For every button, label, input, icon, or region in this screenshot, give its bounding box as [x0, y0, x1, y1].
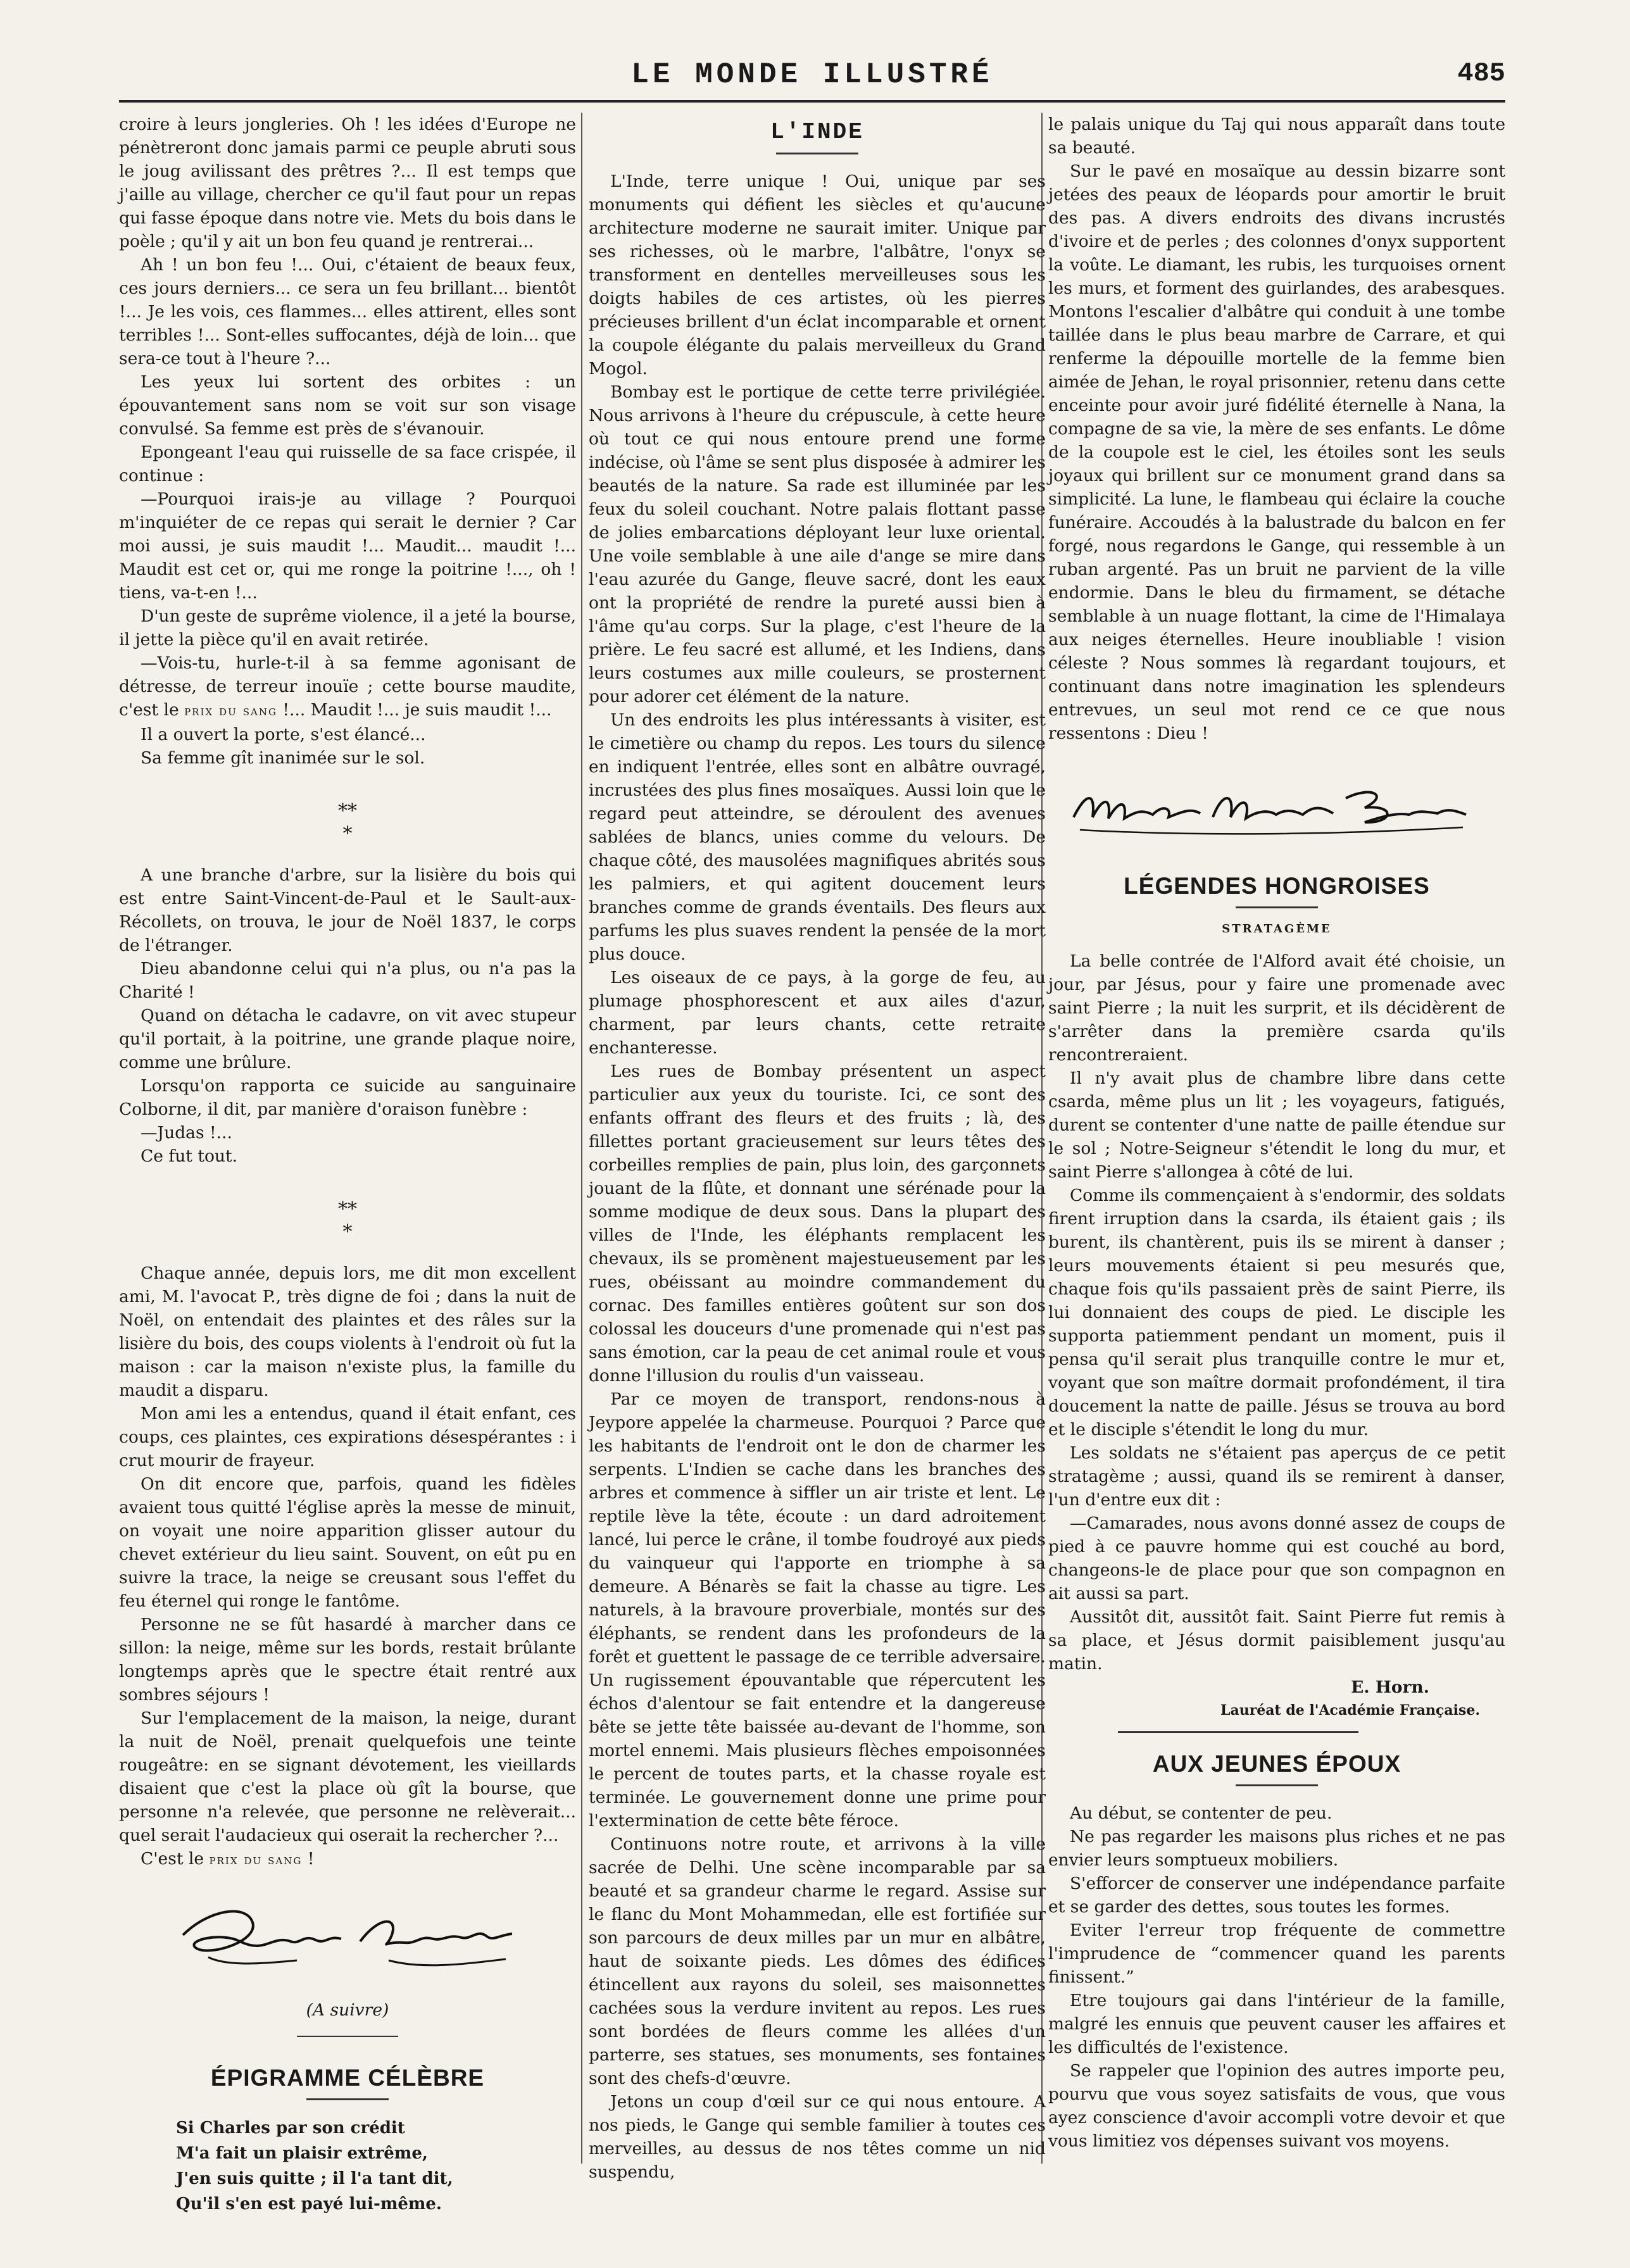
title-rule	[776, 153, 858, 154]
paragraph: Sur le pavé en mosaïque au dessin bizarre sont jetées des peaux de léopards pour amortir le bruit des pas. A divers endroits des divans incrustés d'ivoire et de perles ; des colonnes d'onyx supportent la voûte. Le diamant, les rubis, les turquoises ornent les murs, et forment des guirlandes, des arabesques. Montons l'escalier d'albâtre qui conduit à une tombe taillée dans le plus beau marbre de Carrare, et qui renferme la dépouille mortelle de la femme bien aimée de Jehan, le royal prisonnier, retenu dans cette enceinte pour avoir juré fidélité éternelle à Nana, la compagne de sa vie, la mère de ses enfants. Le dôme de la coupole est le ciel, les étoiles sont les seuls joyaux qui brillent sur ce monument grand dans sa simplicité. La lune, le flambeau qui éclaire la couche funéraire. Accoudés à la balustrade du balcon en fer forgé, nous regardons le Gange, qui ressemble à un ruban argenté. Pas un bruit ne parvient de la ville endormie. Dans le bleu du firmament, se détache semblable à un nuage flottant, la cime de l'Himalaya aux neiges éternelles. Heure inoubliable ! vision céleste ? Nous sommes là regardant toujours, et continuant dans notre imagination les splendeurs entrevues, un seul mot rend ce ce que nous ressentons : Dieu !	[1048, 161, 1505, 743]
paragraph: Dieu abandonne celui qui n'a plus, ou n'a pas la Charité !	[119, 959, 576, 1002]
paragraph: Les yeux lui sortent des orbites : un épouvantement sans nom se voit sur son visage convulsé. Sa femme est près de s'évanouir.	[119, 372, 576, 439]
paragraph: Eviter l'erreur trop fréquente de commettre l'imprudence de “commencer quand les parents finissent.”	[1048, 1920, 1505, 1987]
page-number: 485	[1457, 58, 1505, 89]
paragraph: Epongeant l'eau qui ruisselle de sa face crispée, il continue :	[119, 442, 576, 486]
paragraph: —Pourquoi irais-je au village ? Pourquoi m'inquiéter de ce repas qui serait le dernier ? Car moi aussi, je suis maudit !... Maudit... maudit !... Maudit est cet or, qui me ronge la poitrine !..., oh ! tiens, va-t-en !...	[119, 489, 576, 603]
paragraph: Bombay est le portique de cette terre privilégiée. Nous arrivons à l'heure du crépuscule, à cette heure où tout ce qui nous entoure prend une forme indécise, où l'âme se sent plus disposée à admirer les beautés de la nature. Sa rade est illuminée par les feux du soleil couchant. Notre palais flottant passe de jolies embarcations déployant leur luxe oriental. Une voile semblable à une aile d'ange se mire dans l'eau azurée du Gange, fleuve sacré, dont les eaux ont la propriété de rendre la pureté aussi bien à l'âme qu'au corps. Sur la plage, c'est l'heure de la prière. Le feu sacré est allumé, et les Indiens, dans leurs costumes aux mille couleurs, se prosternent pour adorer cet élément de la nature.	[589, 382, 1046, 706]
paragraph-cest-le-prix: C'est le prix du sang !	[141, 1849, 315, 1869]
paragraph: A une branche d'arbre, sur la lisière du bois qui est entre Saint-Vincent-de-Paul et le Sault-aux-Récollets, on trouva, le jour de Noël 1837, le corps de l'étranger.	[119, 865, 576, 955]
paragraph: Chaque année, depuis lors, me dit mon excellent ami, M. l'avocat P., très digne de foi ; dans la nuit de Noël, on entendait des plaintes et des râles sur la lisière du bois, des coups violents à l'endroit où fut la maison : car la maison n'existe plus, la famille du maudit a disparu.	[119, 1263, 576, 1400]
column-3	[1048, 113, 1505, 2153]
paragraph: Les rues de Bombay présentent un aspect particulier aux yeux du touriste. Ici, ce sont des enfants offrant des fleurs et des fruits ; là, des fillettes portant gracieusement sur leurs têtes des corbeilles remplies de pain, plus loin, des garçonnets jouant de la flûte, et donnant une sérénade pour la somme modique de deux sous. Dans la plupart des villes de l'Inde, les éléphants remplacent les chevaux, ils se promènent majestueusement par les rues, obéissant au moindre commandement du cornac. Des familles entières goûtent sur son dos colossal les douceurs d'une promenade qui n'est pas sans émotion, car la peau de cet animal roule et vous donne l'illusion du roulis d'un vaisseau.	[589, 1062, 1046, 1386]
paragraph-vois-tu: —Vois-tu, hurle-t-il à sa femme agonisant de détresse, de terreur inouïe ; cette bourse maudite, c'est le prix du sang !... Maudit !... je suis maudit !...	[119, 653, 576, 720]
legendes-title: LÉGENDES HONGROISES	[1124, 873, 1430, 899]
newspaper-title: LE MONDE ILLUSTRÉ	[631, 58, 993, 91]
paragraph: —Judas !...	[141, 1123, 232, 1143]
inde-continued-paragraphs	[1048, 113, 1505, 745]
paragraph: Il a ouvert la porte, s'est élancé...	[141, 725, 426, 744]
paragraph: Continuons notre route, et arrivons à la ville sacrée de Delhi. Une scène incomparable par sa beauté et sa grandeur charme le regard. Assise sur le flanc du Mont Mohammedan, elle est fortifiée sur son parcours de deux milles par un mur en albâtre, haut de soixante pieds. Les dômes des édifices étincellent aux rayons du soleil, ses maisonnettes cachées sous la verdure invitent au repos. Les rues sont bordées de fleurs comme les allées d'un parterre, ses statues, ses monuments, ses fontaines sont des chefs-d'œuvre.	[589, 1834, 1046, 2088]
paragraph: On dit encore que, parfois, quand les fidèles avaient tous quitté l'église après la messe de minuit, on voyait une noire apparition glisser autour du chevet extérieur du lieu saint. Souvent, on eût pu en suivre la trace, la neige se creusant sous l'effet du feu éternel qui ronge le fantôme.	[119, 1474, 576, 1611]
paragraph: Un des endroits les plus intéressants à visiter, est le cimetière ou champ du repos. Les tours du silence en indiquent l'entrée, elles sont en albâtre ouvragé, incrustées des plus fines mosaïques. Aussi loin que le regard peut atteindre, se déroulent des avenues sablées de blancs, unies comme du velours. De chaque côté, des mausolées magnifiques abrités sous les palmiers, et qui agitent doucement leurs branches comme de grands éventails. Des fleurs aux parfums les plus suaves rendent la pensée de la mort plus douce.	[589, 710, 1046, 964]
paragraph: Jetons un coup d'œil sur ce qui nous entoure. A nos pieds, le Gange qui semble familier à toutes ces merveilles, au dessus de nos têtes comme un nid suspendu,	[589, 2092, 1046, 2182]
paragraph: Aussitôt dit, aussitôt fait. Saint Pierre fut remis à sa place, et Jésus dormit paisiblement jusqu'au matin.	[1048, 1607, 1505, 1674]
verse-line: Si Charles par son crédit	[176, 2119, 405, 2138]
paragraph: Ce fut tout.	[141, 1146, 238, 1166]
column-2	[589, 114, 1046, 2184]
paragraph: Comme ils commençaient à s'endormir, des soldats firent irruption dans la csarda, ils étaient gais ; ils burent, ils chantèrent, puis ils se mirent à danser ; leurs mouvements étaient si peu mesurés que, chaque fois qu'ils passaient près de saint Pierre, ils lui donnaient des coups de pied. Le disciple les supporta patiemment pendant un moment, puis il pensa qu'il serait plus tranquille contre le mur et, voyant que son maître dormait profondément, il tira doucement la natte de paille. Jésus se trouva au bord et le disciple s'étendit le long du mur.	[1048, 1186, 1505, 1439]
paragraph: L'Inde, terre unique ! Oui, unique par ses monuments qui défient les siècles et qu'aucune architecture moderne ne saurait imiter. Unique par ses richesses, où le marbre, l'albâtre, l'onyx se transforment en dentelles merveilleuses sous les doigts habiles de ces artistes, où les pierres précieuses brillent d'un éclat incomparable et ornent la coupole élégante du palais merveilleux du Grand Mogol.	[589, 172, 1046, 379]
paragraph: Quand on détacha le cadavre, on vit avec stupeur qu'il portait, à la poitrine, une grande plaque noire, comme une brûlure.	[119, 1006, 576, 1072]
prix-du-sang: prix du sang	[184, 703, 277, 719]
story-paragraphs-d	[119, 1262, 576, 1847]
inde-paragraphs	[589, 170, 1046, 2184]
paragraph: Se rappeler que l'opinion des autres importe peu, pourvu que vous soyez satisfaits de vous, que vous ayez conscience d'avoir accompli votre devoir et que vous limitiez vos dépenses suivant vos moyens.	[1048, 2061, 1505, 2151]
paragraph: —Camarades, nous avons donné assez de coups de pied à ce pauvre homme qui est couché au bord, changeons-le de place pour que son compagnon en ait aussi sa part.	[1048, 1513, 1505, 1603]
story-paragraphs-a	[119, 113, 576, 651]
paragraph: D'un geste de suprême violence, il a jeté la bourse, il jette la pièce qu'il en avait retirée.	[119, 606, 576, 649]
paragraph: Par ce moyen de transport, rendons-nous à Jeypore appelée la charmeuse. Pourquoi ? Parce que les habitants de l'endroit ont le don de charmer les serpents. L'Indien se cache dans les branches des arbres et commence à siffler un air triste et lent. Le reptile lève la tête, écoute : un dard adroitement lancé, lui perce le crâne, il tombe foudroyé aux pieds du vainqueur qui l'apporte en triomphe à sa demeure. A Bénarès se fait la chasse au tigre. Les naturels, à la bravoure proverbiale, montés sur des éléphants, se rendent dans les profondeurs de la forêt et guettent le passage de ce terrible adversaire. Un rugissement épouvantable que répercutent les échos d'alentour se fait entendre et la dangereuse bête se jette tête baissée au-devant de l'homme, son mortel ennemi. Mais plusieurs flèches empoisonnées le percent de toutes parts, et la chasse royale est terminée. Le gouvernement donne une prime pour l'extermination de cette bête féroce.	[589, 1389, 1046, 1831]
epigram-verse	[176, 2115, 576, 2217]
a-suivre: (A suivre)	[306, 2000, 389, 2020]
paragraph: Au début, se contenter de peu.	[1070, 1803, 1332, 1823]
story-paragraphs-b	[119, 723, 576, 770]
paragraph: Personne ne se fût hasardé à marcher dans ce sillon: la neige, même sur les bords, restait brûlante longtemps après que le spectre était rentré aux sombres séjours !	[119, 1615, 576, 1705]
handwritten-signature-bergeron	[1067, 773, 1472, 843]
paragraph: S'efforcer de conserver une indépendance parfaite et se garder des dettes, sous toutes les formes.	[1048, 1874, 1505, 1917]
divider	[297, 2036, 398, 2037]
column-rule-1	[581, 113, 582, 2164]
verse-line: J'en suis quitte ; il l'a tant dit,	[176, 2169, 453, 2188]
paragraph: Sa femme gît inanimée sur le sol.	[141, 748, 425, 768]
handwritten-signature-firmin	[170, 1897, 525, 1979]
masthead	[119, 56, 1505, 103]
verse-line: Qu'il s'en est payé lui-même.	[176, 2195, 442, 2214]
paragraph: Etre toujours gai dans l'intérieur de la famille, malgré les ennuis que peuvent causer les affaires et les difficultés de l'existence.	[1048, 1991, 1505, 2057]
legendes-subtitle: STRATAGÈME	[1222, 922, 1332, 936]
author-name: E. Horn.	[1351, 1677, 1429, 1697]
title-rule	[1236, 906, 1318, 908]
title-rule	[306, 2098, 389, 2100]
epoux-paragraphs	[1048, 1801, 1505, 2153]
story-paragraphs-c	[119, 863, 576, 1168]
epigram-title: ÉPIGRAMME CÉLÈBRE	[210, 2065, 485, 2091]
paragraph: La belle contrée de l'Alford avait été choisie, un jour, par Jésus, pour y faire une promenade avec saint Pierre ; la nuit les surprit, et ils décidèrent de s'arrêter dans la première csarda qu'ils rencontreraient.	[1048, 951, 1505, 1065]
paragraph: Sur l'emplacement de la maison, la neige, durant la nuit de Noël, prenait quelquefois une teinte rougeâtre: en se signant dévotement, les vieillards disaient que c'est la place où gît la bourse, que personne n'a relevée, que personne ne relèverait... quel serait l'audacieux qui oserait la rechercher ?...	[119, 1708, 576, 1845]
legendes-paragraphs	[1048, 949, 1505, 1676]
column-1	[119, 113, 576, 2217]
paragraph: le palais unique du Taj qui nous apparaît dans toute sa beauté.	[1048, 115, 1505, 158]
paragraph: Ne pas regarder les maisons plus riches et ne pas envier leurs somptueux mobiliers.	[1048, 1827, 1505, 1870]
verse-line: M'a fait un plaisir extrême,	[176, 2144, 428, 2163]
paragraph: Il n'y avait plus de chambre libre dans cette csarda, même plus un lit ; les voyageurs, fatigués, durent se contenter d'une natte de paille étendue sur le sol ; Notre-Seigneur s'étendit le long du mur, et saint Pierre s'allongea à côté de lui.	[1048, 1068, 1505, 1182]
paragraph: Mon ami les a entendus, quand il était enfant, ces coups, ces plaintes, ces expirations désespérantes : i crut mourir de frayeur.	[119, 1404, 576, 1470]
paragraph: croire à leurs jongleries. Oh ! les idées d'Europe ne pénètreront donc jamais parmi ce peuple abruti sous le joug avilissant des prêtres ?... Il est temps que j'aille au village, chercher ce qu'il faut pour un repas qui fasse époque dans notre vie. Mets du bois dans le poèle ; qu'il y ait un bon feu quand je rentrerai...	[119, 115, 576, 251]
section-stars-2: ⁎⁎ ⁎	[338, 1192, 357, 1237]
paragraph: Les oiseaux de ce pays, à la gorge de feu, au plumage phosphorescent et aux ailes d'azur, charment, par leurs chants, cette retraite enchanteresse.	[589, 968, 1046, 1058]
paragraph: Les soldats ne s'étaient pas aperçus de ce petit stratagème ; aussi, quand ils se remirent à danser, l'un d'entre eux dit :	[1048, 1443, 1505, 1510]
paragraph: Lorsqu'on rapporta ce suicide au sanguinaire Colborne, il dit, par manière d'oraison funèbre :	[119, 1076, 576, 1119]
epoux-title: AUX JEUNES ÉPOUX	[1152, 1751, 1401, 1777]
paragraph: Ah ! un bon feu !... Oui, c'étaient de beaux feux, ces jours derniers... ce sera un feu brillant... bientôt !... Je les vois, ces flammes... elles attirent, elles sont terribles !... Sont-elles suffocantes, déjà de loin... que sera-ce tout à l'heure ?...	[119, 255, 576, 368]
author-title: Lauréat de l'Académie Française.	[1220, 1702, 1480, 1719]
title-rule	[1236, 1784, 1318, 1786]
divider	[1118, 1731, 1358, 1733]
article-title-inde: L'INDE	[770, 119, 864, 145]
section-stars: ⁎⁎ ⁎	[338, 794, 357, 839]
